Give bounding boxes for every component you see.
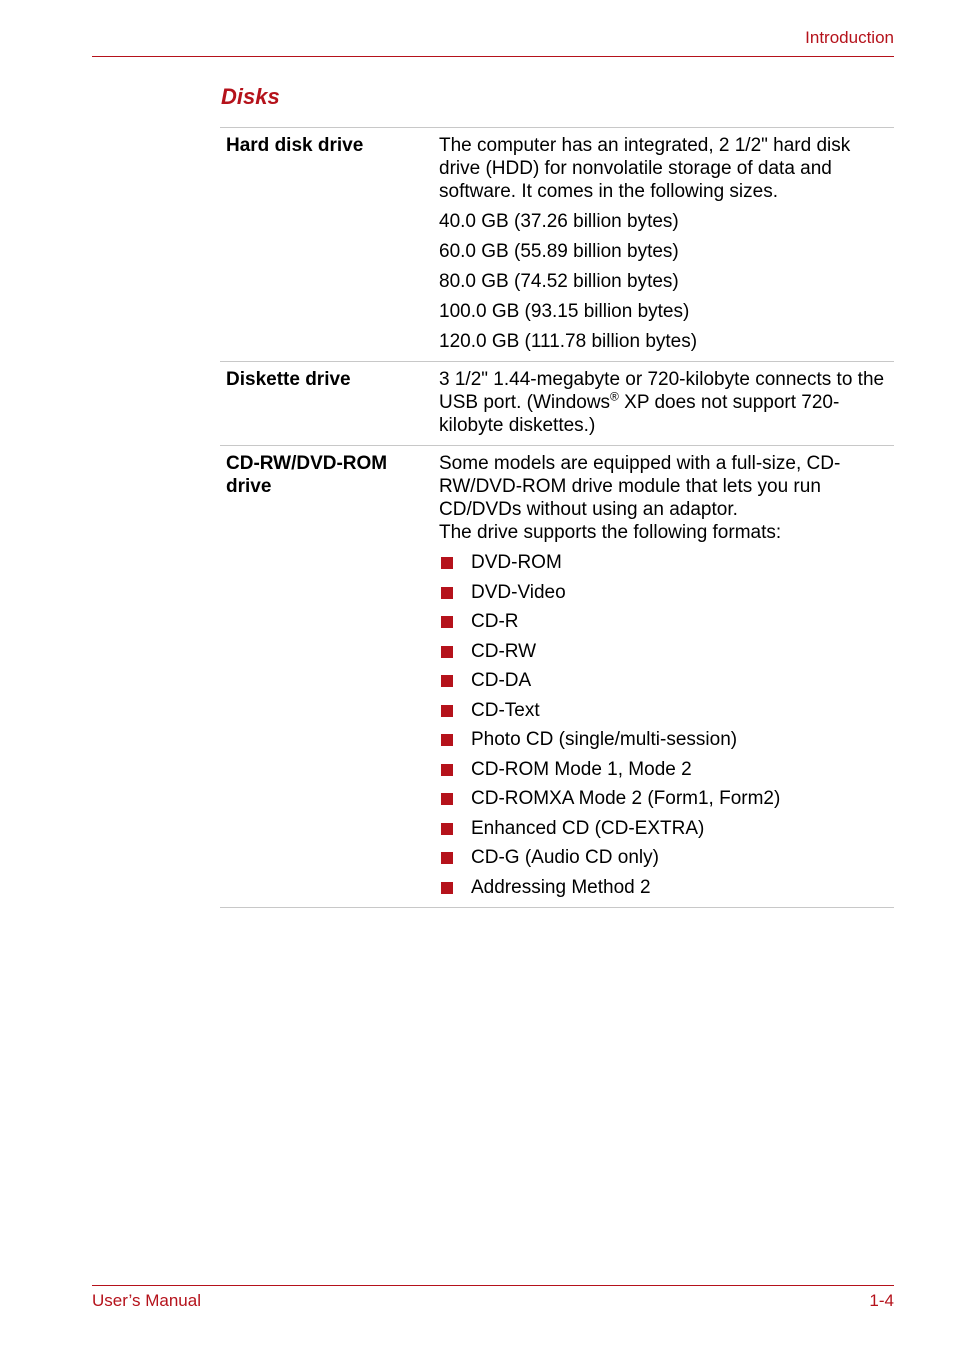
diskette-text-part2: XP does not support 720-kilobyte diskettes.): [439, 392, 840, 436]
row-label-line: drive: [226, 476, 272, 497]
row-description: [439, 452, 894, 899]
hdd-intro: The computer has an integrated, 2 1/2" hard disk drive (HDD) for nonvolatile storage of data and software. It comes in the following sizes.: [439, 135, 851, 202]
hdd-size: 40.0 GB (37.26 billion bytes): [439, 211, 679, 232]
format-label: CD-DA: [471, 670, 532, 691]
hdd-size: 120.0 GB (111.78 billion bytes): [439, 331, 698, 352]
running-header: Introduction: [805, 28, 894, 47]
footer-manual-title: User’s Manual: [92, 1291, 201, 1310]
format-label: CD-Text: [471, 699, 540, 721]
cd-dvd-intro-formats: The drive supports the following formats:: [439, 522, 782, 543]
diskette-text: [439, 368, 894, 437]
cd-dvd-intro-text: Some models are equipped with a full-size, CD-RW/DVD-ROM drive module that lets you run CD/DVDs without using an adaptor.: [439, 453, 841, 520]
square-bullet-icon: [441, 557, 453, 569]
list-item: [439, 669, 894, 692]
row-label: [220, 452, 439, 899]
specs-table: [220, 127, 894, 908]
row-label: Diskette drive: [226, 369, 351, 390]
square-bullet-icon: [441, 587, 453, 599]
list-item: [439, 581, 894, 604]
hdd-size: 60.0 GB (55.89 billion bytes): [439, 241, 679, 262]
format-label: Addressing Method 2: [471, 876, 651, 898]
square-bullet-icon: [441, 823, 453, 835]
square-bullet-icon: [441, 705, 453, 717]
list-item: [439, 846, 894, 869]
format-label: CD-G (Audio CD only): [471, 847, 659, 868]
format-label: CD-RW: [471, 640, 537, 662]
page-number: 1-4: [869, 1291, 894, 1310]
format-label: DVD-Video: [471, 581, 566, 603]
hdd-size: 80.0 GB (74.52 billion bytes): [439, 271, 679, 292]
square-bullet-icon: [441, 764, 453, 776]
format-label: DVD-ROM: [471, 552, 562, 573]
section-title: Disks: [221, 84, 280, 109]
list-item: [439, 758, 894, 781]
list-item: [439, 610, 894, 633]
cd-dvd-intro: [439, 452, 894, 544]
registered-mark: ®: [610, 389, 619, 404]
square-bullet-icon: [441, 616, 453, 628]
table-row-cd-dvd: [220, 445, 894, 908]
row-description: [439, 368, 894, 437]
row-label-line: CD-RW/DVD-ROM: [226, 453, 388, 474]
footer-rule: [92, 1285, 894, 1286]
square-bullet-icon: [441, 675, 453, 687]
list-item: [439, 817, 894, 840]
list-item: [439, 551, 894, 574]
format-label: CD-R: [471, 611, 519, 632]
table-row-diskette: [220, 361, 894, 445]
formats-list: [439, 551, 894, 899]
list-item: [439, 787, 894, 810]
hdd-size: 100.0 GB (93.15 billion bytes): [439, 301, 690, 322]
square-bullet-icon: [441, 882, 453, 894]
list-item: [439, 699, 894, 722]
format-label: CD-ROM Mode 1, Mode 2: [471, 758, 692, 780]
format-label: Photo CD (single/multi-session): [471, 729, 738, 750]
format-label: CD-ROMXA Mode 2 (Form1, Form2): [471, 788, 781, 809]
list-item: [439, 876, 894, 899]
table-row-hard-disk: [220, 127, 894, 361]
header-rule: [92, 56, 894, 57]
square-bullet-icon: [441, 646, 453, 658]
square-bullet-icon: [441, 793, 453, 805]
list-item: [439, 728, 894, 751]
list-item: [439, 640, 894, 663]
diskette-text-part1: 3 1/2" 1.44-megabyte or 720-kilobyte connects to the USB port. (Windows: [439, 369, 885, 413]
format-label: Enhanced CD (CD-EXTRA): [471, 817, 705, 839]
square-bullet-icon: [441, 852, 453, 864]
square-bullet-icon: [441, 734, 453, 746]
row-label: Hard disk drive: [226, 135, 364, 156]
row-description: [439, 134, 894, 353]
